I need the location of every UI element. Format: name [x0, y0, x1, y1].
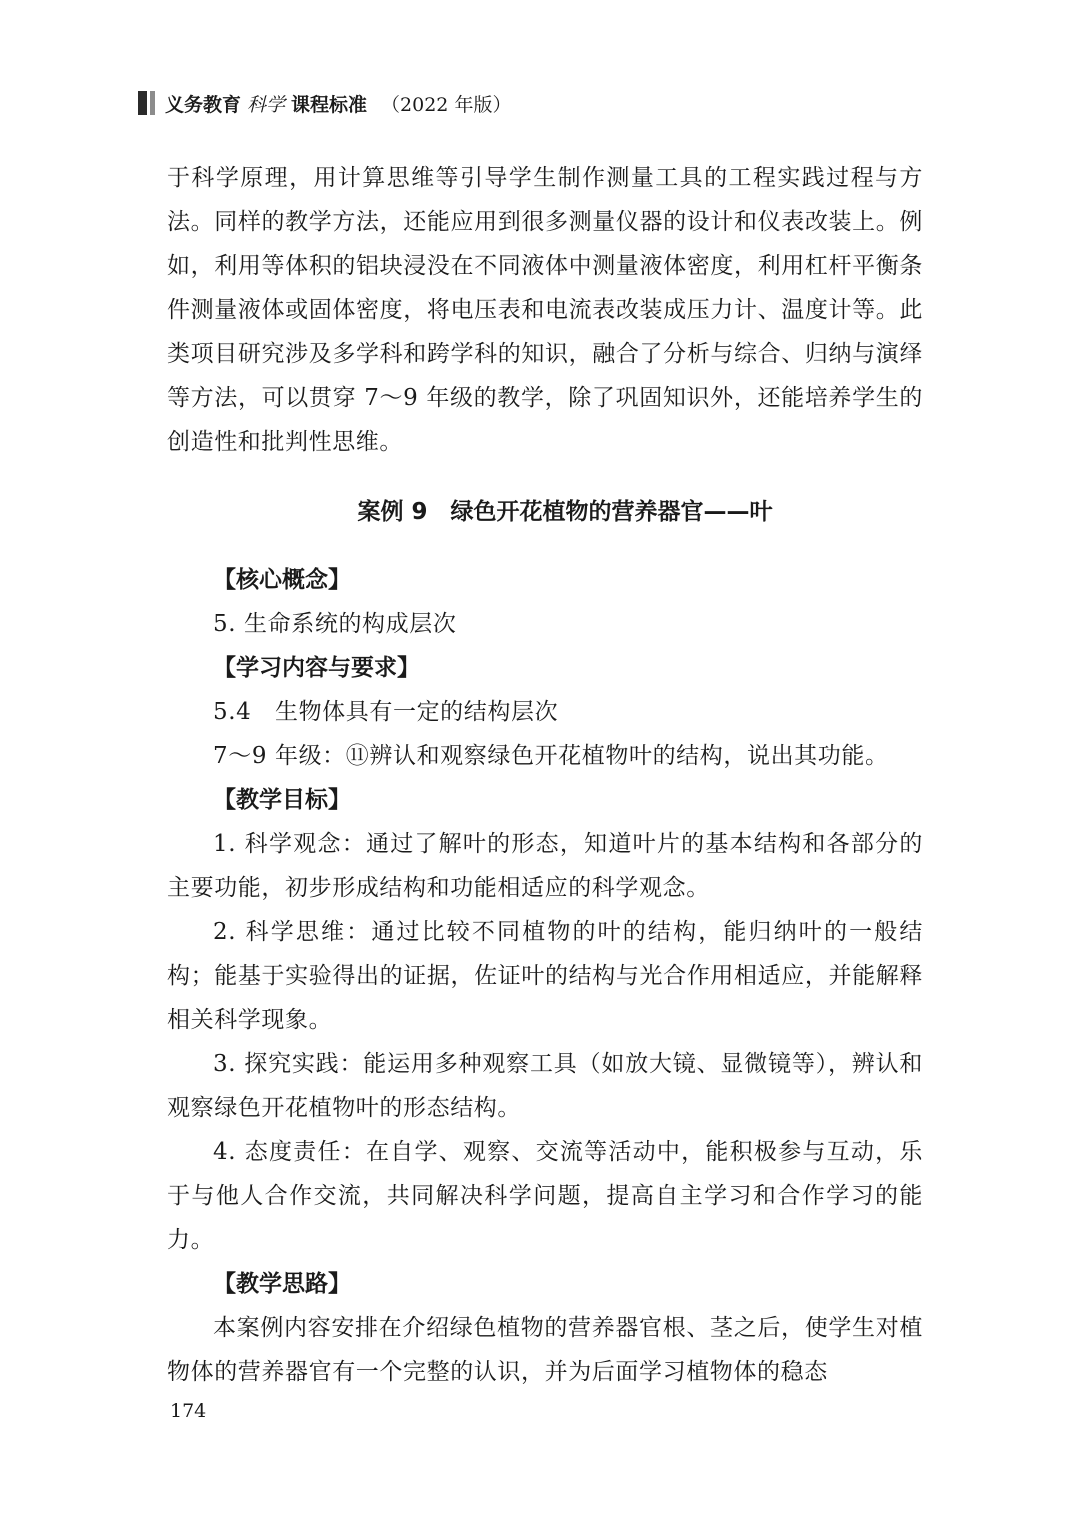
learning-content-item-2: 7～9 年级：⑪辨认和观察绿色开花植物叶的结构，说出其功能。	[213, 743, 889, 769]
header-bar-icon	[138, 91, 155, 115]
teaching-goal-4: 4. 态度责任：在自学、观察、交流等活动中，能积极参与互动，乐于与他人合作交流，共同解决科学问题，提高自主学习和合作学习的能力。	[167, 1139, 923, 1253]
teaching-approach-heading: 【教学思路】	[213, 1271, 351, 1297]
header-subject: 科学	[247, 93, 286, 116]
header-text	[165, 90, 511, 117]
learning-content-item-1: 5.4 生物体具有一定的结构层次	[213, 699, 559, 725]
header-title: 课程标准	[291, 93, 368, 116]
teaching-goals-heading: 【教学目标】	[213, 787, 351, 813]
teaching-approach-text: 本案例内容安排在介绍绿色植物的营养器官根、茎之后，使学生对植物体的营养器官有一个完整的认识，并为后面学习植物体的稳态	[167, 1315, 923, 1385]
teaching-goal-1: 1. 科学观念：通过了解叶的形态，知道叶片的基本结构和各部分的主要功能，初步形成结构和功能相适应的科学观念。	[167, 831, 923, 901]
core-concept-heading: 【核心概念】	[213, 567, 351, 593]
core-concept-item: 5. 生命系统的构成层次	[213, 611, 457, 637]
intro-paragraph: 于科学原理，用计算思维等引导学生制作测量工具的工程实践过程与方法。同样的教学方法，还能应用到很多测量仪器的设计和仪表改装上。例如，利用等体积的铝块浸没在不同液体中测量液体密度，利用杠杆平衡条件测量液体或固体密度，将电压表和电流表改装成压力计、温度计等。此类项目研究涉及多学科和跨学科的知识，融合了分析与综合、归纳与演绎等方法，可以贯穿 7～9 年级的教学，除了巩固知识外，还能培养学生的创造性和批判性思维。	[167, 165, 923, 455]
running-header	[138, 88, 511, 118]
header-edition: （2022 年版）	[381, 93, 512, 116]
page-number: 174	[170, 1400, 207, 1422]
teaching-goal-2: 2. 科学思维：通过比较不同植物的叶的结构，能归纳叶的一般结构；能基于实验得出的证据，佐证叶的结构与光合作用相适应，并能解释相关科学现象。	[167, 919, 923, 1033]
header-series: 义务教育	[165, 93, 242, 116]
teaching-goal-3: 3. 探究实践：能运用多种观察工具（如放大镜、显微镜等），辨认和观察绿色开花植物叶的形态结构。	[167, 1051, 923, 1121]
case-title: 案例 9 绿色开花植物的营养器官——叶	[357, 499, 773, 525]
page-content	[167, 156, 923, 1394]
learning-content-heading: 【学习内容与要求】	[213, 655, 420, 681]
